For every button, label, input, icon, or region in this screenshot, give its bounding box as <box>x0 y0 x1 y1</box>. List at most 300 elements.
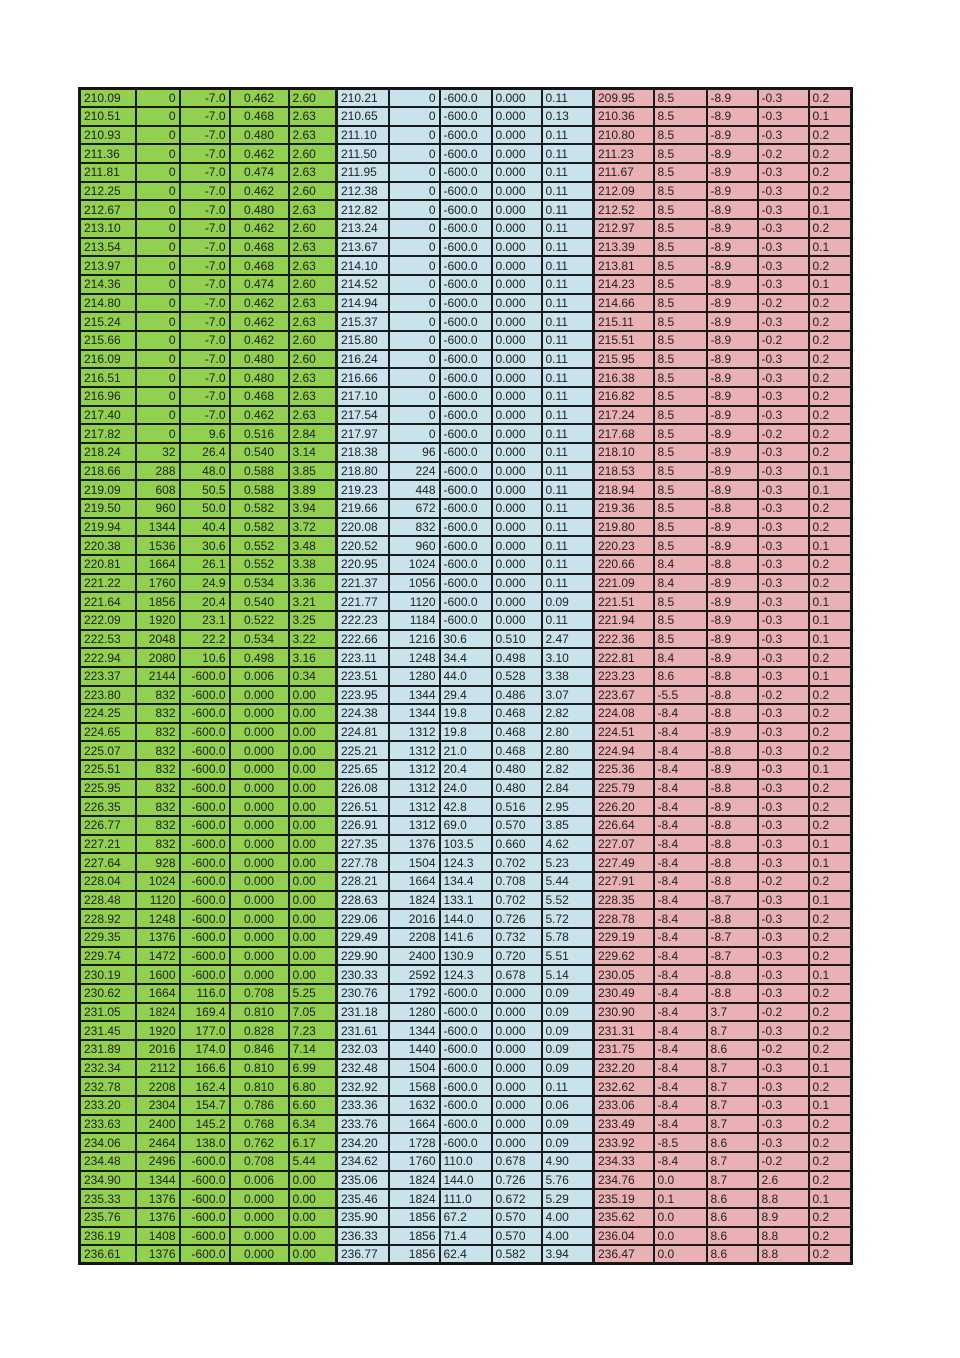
table-cell: 3.22 <box>289 630 337 649</box>
table-cell: -600.0 <box>180 947 230 966</box>
table-cell: 8.8 <box>758 1227 809 1246</box>
table-cell: 20.4 <box>180 592 230 611</box>
table-cell: 0.2 <box>809 648 852 667</box>
table-cell: -8.4 <box>654 1115 707 1134</box>
table-cell: 0.810 <box>230 1003 289 1022</box>
table-cell: 215.37 <box>337 312 389 331</box>
table-cell: 1312 <box>389 723 440 742</box>
table-cell: 2112 <box>136 1059 180 1078</box>
table-cell: 10.6 <box>180 648 230 667</box>
table-cell: 0.1 <box>809 592 852 611</box>
table-cell: -600.0 <box>180 835 230 854</box>
table-cell: -600.0 <box>440 256 492 275</box>
table-cell: 2.63 <box>289 406 337 425</box>
table-cell: 219.36 <box>594 499 654 518</box>
table-cell: 1632 <box>389 1096 440 1115</box>
table-cell: 0.00 <box>289 891 337 910</box>
table-cell: 0.000 <box>230 1227 289 1246</box>
table-cell: 23.1 <box>180 611 230 630</box>
table-cell: 8.5 <box>654 406 707 425</box>
table-cell: 224.65 <box>80 723 136 742</box>
table-cell: -600.0 <box>440 89 492 108</box>
table-cell: -600.0 <box>180 667 230 686</box>
table-cell: -8.7 <box>707 928 758 947</box>
table-cell: 0.462 <box>230 219 289 238</box>
table-cell: 214.23 <box>594 275 654 294</box>
table-cell: 234.33 <box>594 1152 654 1171</box>
table-cell: 288 <box>136 462 180 481</box>
table-cell: 233.06 <box>594 1096 654 1115</box>
table-cell: -0.2 <box>758 294 809 313</box>
table-cell: 233.36 <box>337 1096 389 1115</box>
table-cell: 1856 <box>389 1208 440 1227</box>
table-cell: 227.64 <box>80 853 136 872</box>
table-cell: 0.462 <box>230 182 289 201</box>
table-cell: 0.000 <box>230 835 289 854</box>
table-cell: -8.9 <box>707 275 758 294</box>
table-cell: 24.9 <box>180 574 230 593</box>
table-cell: 2400 <box>389 947 440 966</box>
table-cell: -8.8 <box>707 667 758 686</box>
table-cell: 231.31 <box>594 1021 654 1040</box>
table-cell: 236.77 <box>337 1245 389 1264</box>
table-cell: -0.3 <box>758 480 809 499</box>
table-cell: 0.762 <box>230 1133 289 1152</box>
table-cell: 222.23 <box>337 611 389 630</box>
table-cell: -0.3 <box>758 574 809 593</box>
table-cell: 216.38 <box>594 368 654 387</box>
table-row <box>80 536 852 555</box>
table-cell: 227.49 <box>594 853 654 872</box>
table-cell: 216.66 <box>337 368 389 387</box>
table-cell: 0.00 <box>289 947 337 966</box>
table-cell: -8.4 <box>654 797 707 816</box>
table-cell: 0.1 <box>809 536 852 555</box>
table-cell: 235.06 <box>337 1171 389 1190</box>
table-cell: -0.3 <box>758 909 809 928</box>
table-cell: 0.2 <box>809 1021 852 1040</box>
table-cell: 2.63 <box>289 238 337 257</box>
table-cell: 0.498 <box>230 648 289 667</box>
table-cell: 0.00 <box>289 816 337 835</box>
table-cell: -8.4 <box>654 891 707 910</box>
table-cell: 2.80 <box>542 741 594 760</box>
table-cell: -7.0 <box>180 275 230 294</box>
table-cell: 8.5 <box>654 144 707 163</box>
table-cell: -0.3 <box>758 1115 809 1134</box>
table-row <box>80 294 852 313</box>
table-cell: -8.9 <box>707 630 758 649</box>
table-cell: 1664 <box>136 555 180 574</box>
table-cell: 215.66 <box>80 331 136 350</box>
table-cell: 1120 <box>136 891 180 910</box>
table-cell: 832 <box>136 704 180 723</box>
table-cell: 0.2 <box>809 424 852 443</box>
table-cell: 4.62 <box>542 835 594 854</box>
table-cell: 8.5 <box>654 462 707 481</box>
table-cell: -600.0 <box>440 1040 492 1059</box>
table-cell: 0.000 <box>492 555 542 574</box>
table-cell: 0.708 <box>492 872 542 891</box>
table-cell: 134.4 <box>440 872 492 891</box>
table-cell: -8.9 <box>707 611 758 630</box>
table-row <box>80 686 852 705</box>
table-cell: 210.51 <box>80 107 136 126</box>
table-cell: 0.2 <box>809 294 852 313</box>
table-cell: 2.82 <box>542 704 594 723</box>
table-cell: 226.51 <box>337 797 389 816</box>
table-cell: 0.11 <box>542 238 594 257</box>
table-cell: 3.25 <box>289 611 337 630</box>
table-cell: 0.000 <box>492 1021 542 1040</box>
table-cell: 69.0 <box>440 816 492 835</box>
table-row <box>80 947 852 966</box>
table-cell: 224.38 <box>337 704 389 723</box>
table-cell: -0.3 <box>758 462 809 481</box>
table-cell: 0 <box>389 350 440 369</box>
table-cell: 0.2 <box>809 219 852 238</box>
table-cell: 8.7 <box>707 1021 758 1040</box>
table-cell: 0.462 <box>230 89 289 108</box>
table-cell: 228.21 <box>337 872 389 891</box>
table-cell: -600.0 <box>440 424 492 443</box>
table-cell: 231.89 <box>80 1040 136 1059</box>
table-cell: 0.1 <box>809 1059 852 1078</box>
table-cell: 8.4 <box>654 555 707 574</box>
table-cell: -600.0 <box>180 779 230 798</box>
table-cell: 0.468 <box>492 704 542 723</box>
table-cell: 220.52 <box>337 536 389 555</box>
table-cell: 0.1 <box>809 965 852 984</box>
table-cell: 212.38 <box>337 182 389 201</box>
table-cell: 217.10 <box>337 387 389 406</box>
table-cell: 832 <box>136 741 180 760</box>
table-cell: 0 <box>136 350 180 369</box>
table-cell: 0.11 <box>542 200 594 219</box>
table-cell: 8.6 <box>707 1040 758 1059</box>
table-cell: -600.0 <box>180 1227 230 1246</box>
table-cell: 0.2 <box>809 686 852 705</box>
table-cell: 0.000 <box>492 1059 542 1078</box>
table-cell: 6.34 <box>289 1115 337 1134</box>
table-cell: 2208 <box>389 928 440 947</box>
table-cell: 0.2 <box>809 256 852 275</box>
table-cell: 0.462 <box>230 144 289 163</box>
table-cell: -8.9 <box>707 350 758 369</box>
table-cell: 0.2 <box>809 368 852 387</box>
table-cell: 0.000 <box>230 947 289 966</box>
table-cell: 229.74 <box>80 947 136 966</box>
table-row <box>80 1208 852 1227</box>
table-row <box>80 1040 852 1059</box>
table-cell: 0 <box>389 238 440 257</box>
table-cell: 215.95 <box>594 350 654 369</box>
table-cell: 1344 <box>136 1171 180 1190</box>
table-cell: 0.000 <box>492 350 542 369</box>
table-cell: 214.94 <box>337 294 389 313</box>
table-cell: 0.480 <box>230 126 289 145</box>
table-row <box>80 1096 852 1115</box>
table-cell: 0.582 <box>230 518 289 537</box>
table-cell: 8.9 <box>758 1208 809 1227</box>
table-cell: 8.4 <box>654 574 707 593</box>
table-cell: 0.000 <box>230 1245 289 1264</box>
table-cell: 226.35 <box>80 797 136 816</box>
table-cell: 3.07 <box>542 686 594 705</box>
table-cell: 0 <box>389 387 440 406</box>
table-cell: -7.0 <box>180 256 230 275</box>
table-row <box>80 984 852 1003</box>
table-cell: 0.678 <box>492 965 542 984</box>
table-cell: 234.48 <box>80 1152 136 1171</box>
table-cell: -8.8 <box>707 872 758 891</box>
table-cell: -600.0 <box>440 219 492 238</box>
table-cell: -0.2 <box>758 1152 809 1171</box>
table-cell: -8.7 <box>707 947 758 966</box>
table-row <box>80 1189 852 1208</box>
table-cell: -8.8 <box>707 984 758 1003</box>
table-cell: 0.09 <box>542 1021 594 1040</box>
table-cell: -8.8 <box>707 779 758 798</box>
table-cell: 8.8 <box>758 1189 809 1208</box>
table-cell: 228.63 <box>337 891 389 910</box>
table-cell: 232.62 <box>594 1077 654 1096</box>
table-cell: 2.60 <box>289 182 337 201</box>
table-cell: 210.36 <box>594 107 654 126</box>
table-cell: 40.4 <box>180 518 230 537</box>
table-cell: 220.38 <box>80 536 136 555</box>
table-cell: -8.4 <box>654 1077 707 1096</box>
table-cell: 0 <box>389 219 440 238</box>
table-cell: 234.76 <box>594 1171 654 1190</box>
table-cell: -600.0 <box>180 891 230 910</box>
table-cell: 2208 <box>136 1077 180 1096</box>
table-row <box>80 835 852 854</box>
table-cell: 3.16 <box>289 648 337 667</box>
table-cell: 3.94 <box>289 499 337 518</box>
table-cell: 233.49 <box>594 1115 654 1134</box>
table-cell: 224.51 <box>594 723 654 742</box>
table-cell: 5.25 <box>289 984 337 1003</box>
table-cell: -0.3 <box>758 779 809 798</box>
table-cell: 0.768 <box>230 1115 289 1134</box>
table-cell: -600.0 <box>440 107 492 126</box>
table-row <box>80 797 852 816</box>
table-cell: 1760 <box>136 574 180 593</box>
table-cell: 174.0 <box>180 1040 230 1059</box>
table-cell: -8.4 <box>654 909 707 928</box>
table-cell: 226.91 <box>337 816 389 835</box>
table-cell: 218.53 <box>594 462 654 481</box>
table-cell: -600.0 <box>180 1208 230 1227</box>
table-cell: 67.2 <box>440 1208 492 1227</box>
table-cell: 0.00 <box>289 872 337 891</box>
table-cell: 0.468 <box>230 387 289 406</box>
table-cell: 223.67 <box>594 686 654 705</box>
table-cell: 8.7 <box>707 1171 758 1190</box>
table-cell: -0.3 <box>758 312 809 331</box>
table-cell: 0.000 <box>492 1003 542 1022</box>
table-cell: 218.80 <box>337 462 389 481</box>
table-cell: 0 <box>136 89 180 108</box>
table-cell: 0.000 <box>230 723 289 742</box>
table-cell: 0.1 <box>809 1096 852 1115</box>
table-cell: 8.5 <box>654 443 707 462</box>
table-cell: 0 <box>389 182 440 201</box>
table-cell: -600.0 <box>180 1189 230 1208</box>
table-cell: -0.3 <box>758 1077 809 1096</box>
table-cell: 8.6 <box>707 1208 758 1227</box>
table-cell: -8.9 <box>707 163 758 182</box>
table-cell: -600.0 <box>440 144 492 163</box>
table-cell: 233.92 <box>594 1133 654 1152</box>
table-cell: 0.1 <box>809 1189 852 1208</box>
table-row <box>80 1059 852 1078</box>
table-cell: -7.0 <box>180 219 230 238</box>
table-row <box>80 163 852 182</box>
table-cell: 0.000 <box>492 1077 542 1096</box>
table-row <box>80 480 852 499</box>
table-cell: 217.82 <box>80 424 136 443</box>
table-cell: -8.4 <box>654 965 707 984</box>
table-cell: 111.0 <box>440 1189 492 1208</box>
table-cell: 229.90 <box>337 947 389 966</box>
table-cell: 214.80 <box>80 294 136 313</box>
table-cell: 0.00 <box>289 928 337 947</box>
table-row <box>80 816 852 835</box>
table-cell: 8.5 <box>654 312 707 331</box>
table-cell: 2.63 <box>289 312 337 331</box>
table-cell: 1376 <box>389 835 440 854</box>
table-cell: 832 <box>136 779 180 798</box>
table-cell: 0.000 <box>492 1096 542 1115</box>
table-cell: -8.9 <box>707 200 758 219</box>
table-cell: 0.13 <box>542 107 594 126</box>
table-cell: 0.11 <box>542 406 594 425</box>
table-cell: -600.0 <box>440 555 492 574</box>
table-cell: 0 <box>389 89 440 108</box>
table-cell: 24.0 <box>440 779 492 798</box>
table-cell: 20.4 <box>440 760 492 779</box>
table-cell: 0.540 <box>230 443 289 462</box>
table-cell: -600.0 <box>180 928 230 947</box>
table-cell: 227.91 <box>594 872 654 891</box>
table-cell: -0.3 <box>758 219 809 238</box>
table-cell: -7.0 <box>180 294 230 313</box>
table-cell: 0.498 <box>492 648 542 667</box>
table-row <box>80 312 852 331</box>
table-cell: 0 <box>136 331 180 350</box>
table-cell: -600.0 <box>440 480 492 499</box>
table-cell: 1536 <box>136 536 180 555</box>
table-cell: 0.2 <box>809 984 852 1003</box>
table-cell: 0.11 <box>542 518 594 537</box>
table-cell: -600.0 <box>440 984 492 1003</box>
table-cell: 229.62 <box>594 947 654 966</box>
table-cell: -600.0 <box>180 797 230 816</box>
table-cell: 0.11 <box>542 480 594 499</box>
table-cell: 225.51 <box>80 760 136 779</box>
table-cell: -600.0 <box>180 965 230 984</box>
table-cell: 6.60 <box>289 1096 337 1115</box>
table-cell: 220.23 <box>594 536 654 555</box>
table-cell: -600.0 <box>440 182 492 201</box>
table-cell: 0 <box>136 107 180 126</box>
table-cell: -0.3 <box>758 1021 809 1040</box>
table-cell: 0.09 <box>542 984 594 1003</box>
table-cell: 210.21 <box>337 89 389 108</box>
table-cell: 0.000 <box>230 853 289 872</box>
table-cell: 34.4 <box>440 648 492 667</box>
table-cell: -600.0 <box>440 1021 492 1040</box>
table-cell: 2496 <box>136 1152 180 1171</box>
table-cell: 1920 <box>136 1021 180 1040</box>
table-cell: -8.9 <box>707 518 758 537</box>
table-cell: 230.76 <box>337 984 389 1003</box>
table-cell: 0.720 <box>492 947 542 966</box>
table-cell: 8.6 <box>707 1133 758 1152</box>
table-row <box>80 741 852 760</box>
table-cell: 226.77 <box>80 816 136 835</box>
table-row <box>80 219 852 238</box>
table-cell: 0 <box>389 294 440 313</box>
table-row <box>80 144 852 163</box>
table-cell: 0 <box>389 256 440 275</box>
table-cell: -7.0 <box>180 163 230 182</box>
table-cell: 3.21 <box>289 592 337 611</box>
table-cell: -600.0 <box>180 686 230 705</box>
table-cell: 0.2 <box>809 723 852 742</box>
table-cell: 0.2 <box>809 443 852 462</box>
table-cell: -8.4 <box>654 816 707 835</box>
table-cell: 219.66 <box>337 499 389 518</box>
table-cell: 2.63 <box>289 107 337 126</box>
table-cell: 0.00 <box>289 1245 337 1264</box>
table-cell: 0.0 <box>654 1227 707 1246</box>
table-row <box>80 574 852 593</box>
table-cell: 0.726 <box>492 909 542 928</box>
table-cell: 0.2 <box>809 1040 852 1059</box>
table-cell: -8.4 <box>654 1096 707 1115</box>
table-cell: 1728 <box>389 1133 440 1152</box>
table-cell: 0.510 <box>492 630 542 649</box>
table-cell: 0.1 <box>809 462 852 481</box>
table-cell: 0.000 <box>492 126 542 145</box>
table-cell: -8.8 <box>707 741 758 760</box>
table-cell: -600.0 <box>440 331 492 350</box>
table-cell: 0 <box>136 238 180 257</box>
table-cell: 0.2 <box>809 741 852 760</box>
table-cell: 0.2 <box>809 872 852 891</box>
table-cell: 2.6 <box>758 1171 809 1190</box>
table-cell: 0 <box>136 406 180 425</box>
table-cell: 5.29 <box>542 1189 594 1208</box>
table-cell: 0.000 <box>230 741 289 760</box>
table-row <box>80 107 852 126</box>
table-cell: 217.97 <box>337 424 389 443</box>
table-cell: 0.2 <box>809 406 852 425</box>
table-cell: 0.462 <box>230 312 289 331</box>
table-cell: -7.0 <box>180 238 230 257</box>
table-cell: 228.78 <box>594 909 654 928</box>
table-cell: 0.552 <box>230 536 289 555</box>
table-cell: 1024 <box>389 555 440 574</box>
table-cell: 0.09 <box>542 1115 594 1134</box>
table-cell: 216.51 <box>80 368 136 387</box>
table-cell: 0.588 <box>230 480 289 499</box>
table-cell: -0.2 <box>758 872 809 891</box>
table-cell: -8.9 <box>707 238 758 257</box>
